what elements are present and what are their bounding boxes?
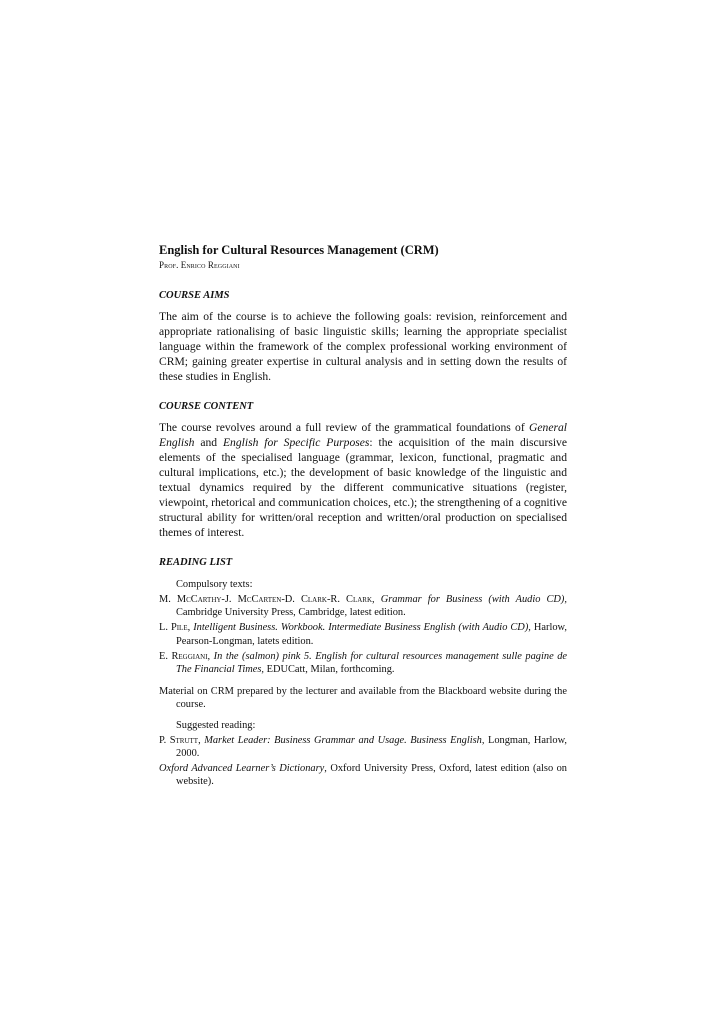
- reference-item: P. Strutt, Market Leader: Business Grammar and Usage. Business English, Longman, Harlow, 2000.: [159, 734, 567, 759]
- course-aims-text: The aim of the course is to achieve the following goals: revision, reinforcement and appropriate rationalising of basic linguistic skills; learning the appropriate specialist language within the framework of the complex professional working environment of CRM; gaining greater expertise in cultural analysis and in setting down the results of these studies in English.: [159, 310, 567, 383]
- course-content-heading: COURSE CONTENT: [159, 401, 254, 412]
- reference-item: L. Pile, Intelligent Business. Workbook. Intermediate Business English (with Audio CD), Harlow, Pearson-Longman, latets edition.: [159, 622, 567, 647]
- document-page: [159, 243, 567, 788]
- suggested-reading-label: Suggested reading:: [176, 719, 256, 731]
- compulsory-texts-label: Compulsory texts:: [176, 579, 253, 590]
- course-content-text: The course revolves around a full review of the grammatical foundations of General English and English for Specific Purposes: the acquisition of the main discursive elements of the specialised language (grammar, lexicon, functional, pragmatic and cultural implications, etc.); the development of basic knowledge of the linguistic and textual dynamics required by the different communicative situations (register, viewpoint, rhetorical and communication choices, etc.); the strengthening of a cognitive structural ability for written/oral reception and written/oral production on specialised themes of interest.: [159, 421, 567, 539]
- author-name: Prof. Enrico Reggiani: [159, 260, 240, 270]
- reading-list-heading: READING LIST: [159, 557, 233, 568]
- reference-item: E. Reggiani, In the (salmon) pink 5. English for cultural resources management sulle pagine de The Financial Times, EDUCatt, Milan, forthcoming.: [159, 650, 567, 676]
- reference-item: M. McCarthy-J. McCarten-D. Clark-R. Clark, Grammar for Business (with Audio CD), Cambridge University Press, Cambridge, latest edition.: [159, 594, 567, 619]
- document-title: English for Cultural Resources Management (CRM): [159, 243, 439, 257]
- material-note: Material on CRM prepared by the lecturer and available from the Blackboard website during the course.: [159, 686, 567, 711]
- course-aims-heading: COURSE AIMS: [159, 290, 230, 301]
- reference-item: Oxford Advanced Learner’s Dictionary, Oxford University Press, Oxford, latest edition (also on website).: [159, 763, 567, 788]
